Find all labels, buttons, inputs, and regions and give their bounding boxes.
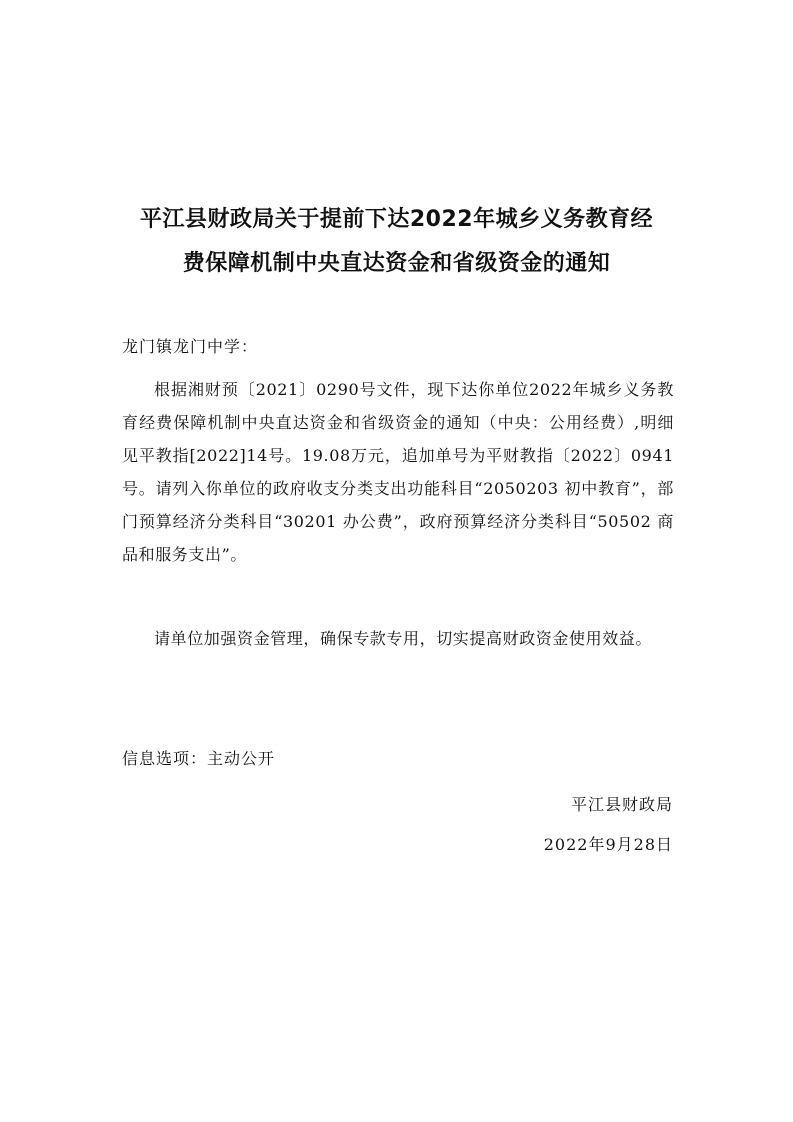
signature-org: 平江县财政局 [570, 795, 673, 814]
salutation: 龙门镇龙门中学： [122, 337, 259, 356]
signature-date: 2022年9月28日 [543, 835, 673, 854]
body-paragraph-2: 请单位加强资金管理，确保专款专用，切实提高财政资金使用效益。 [154, 629, 653, 648]
info-disclosure: 信息选项：主动公开 [122, 749, 276, 768]
document-title-line2: 费保障机制中央直达资金和省级资金的通知 [182, 251, 611, 276]
document-title-line1: 平江县财政局关于提前下达2022年城乡义务教育经 [139, 207, 654, 232]
document-title [100, 198, 693, 286]
body-paragraph-1: 根据湘财预〔2021〕0290号文件，现下达你单位2022年城乡义务教育经费保障机制中央直达资金和省级资金的通知（中央：公用经费）,明细见平教指[2022]14号。19.08万元，追加单号为平财教指〔2022〕0941号。请列入你单位的政府收支分类支出功能科目“2050203 初中教育”，部门预算经济分类科目“30201 办公费”，政府预算经济分类科目“50502 商品和服务支出”。 [122, 380, 674, 564]
